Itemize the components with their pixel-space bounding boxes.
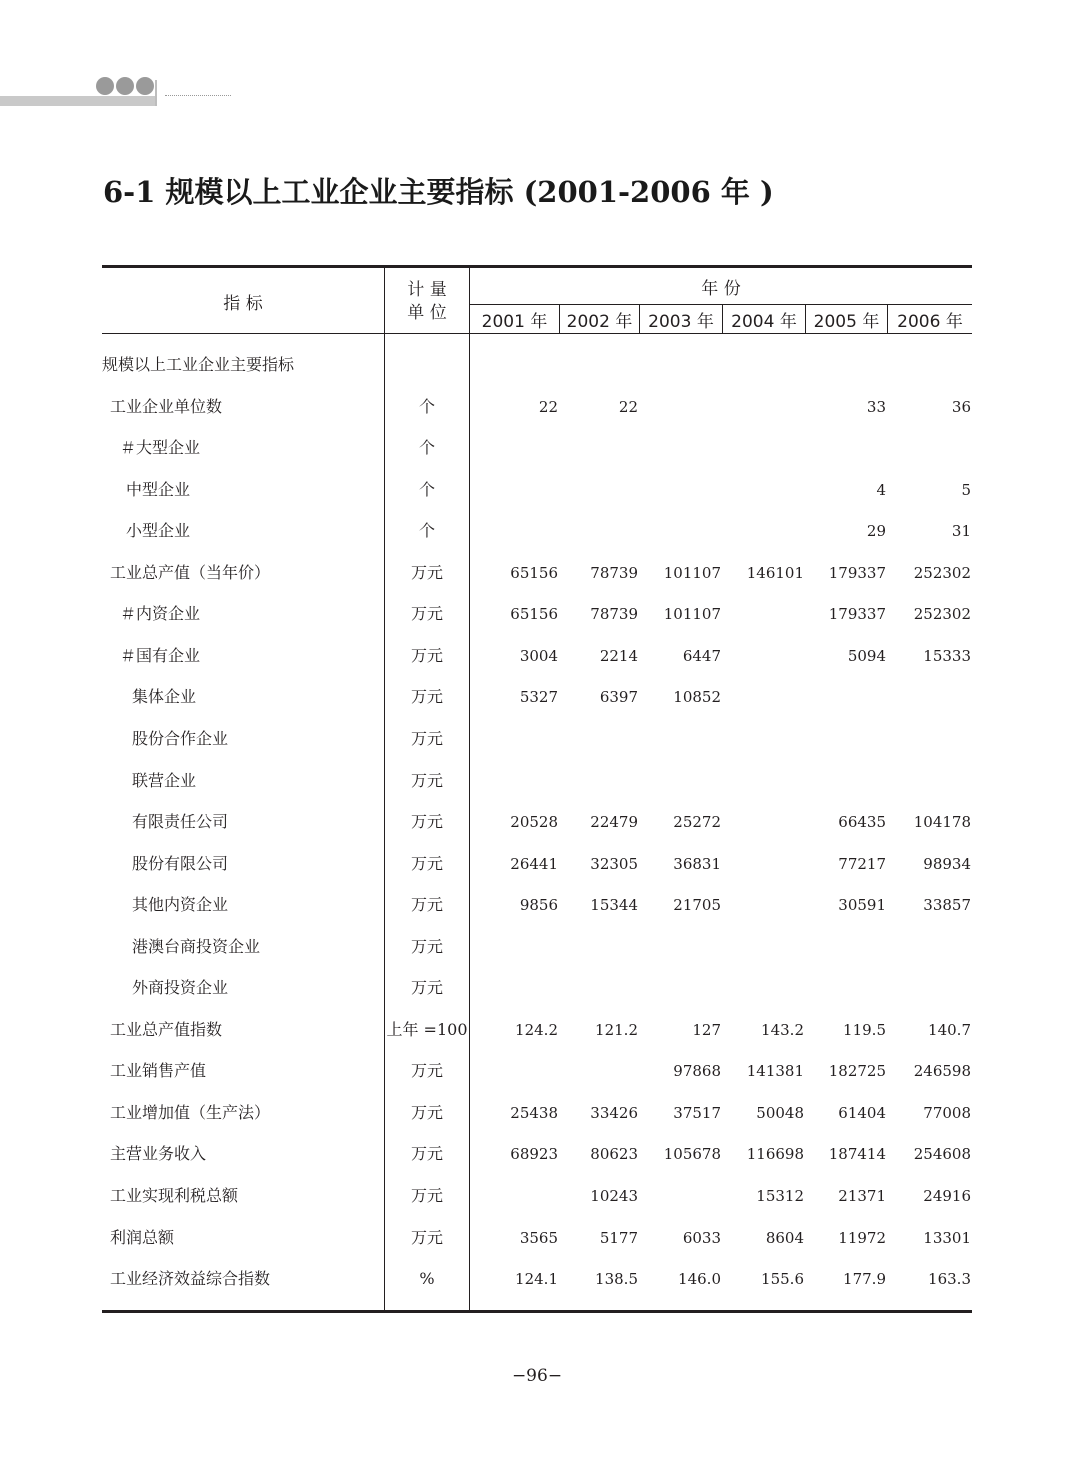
cell-value: 37517 (673, 1104, 721, 1122)
cell-value: 33 (866, 398, 886, 416)
cell-value: 5 (961, 481, 971, 499)
row-label: 股份有限公司 (132, 854, 229, 873)
cell-value: 21705 (673, 896, 721, 914)
table-row (102, 978, 972, 1020)
cell-value: 24916 (923, 1187, 971, 1205)
row-unit: 万元 (410, 1186, 443, 1205)
row-label: 工业企业单位数 (110, 397, 223, 416)
cell-value: 36831 (673, 855, 721, 873)
cell-value: 30591 (838, 896, 886, 914)
table-row (102, 1061, 972, 1103)
row-unit: 万元 (410, 563, 443, 582)
row-unit: 万元 (410, 1144, 443, 1163)
cell-value: 155.6 (761, 1270, 804, 1288)
cell-value: 143.2 (761, 1021, 804, 1039)
cell-value: 77217 (838, 855, 886, 873)
table-row (102, 729, 972, 771)
table-row (102, 1020, 972, 1062)
table-row (102, 1144, 972, 1186)
cell-value: 146.0 (678, 1270, 721, 1288)
cell-value: 36 (951, 398, 971, 416)
cell-value: 22 (538, 398, 558, 416)
cell-value: 3565 (519, 1229, 558, 1247)
cell-value: 116698 (746, 1145, 804, 1163)
cell-value: 50048 (756, 1104, 804, 1122)
cell-value: 25272 (673, 813, 721, 831)
row-label: ＃内资企业 (120, 604, 201, 623)
row-label: 工业经济效益综合指数 (110, 1269, 271, 1288)
row-label: 小型企业 (126, 521, 191, 540)
row-label: 工业销售产值 (110, 1061, 207, 1080)
table-row (102, 1228, 972, 1270)
table-row (102, 1269, 972, 1311)
page-title: 6-1 规模以上工业企业主要指标 (2001-2006 年 ) (103, 175, 774, 209)
cell-value: 127 (692, 1021, 721, 1039)
dot-icon (136, 77, 154, 95)
row-unit: 万元 (410, 729, 443, 748)
cell-value: 80623 (590, 1145, 638, 1163)
row-unit: 万元 (410, 812, 443, 831)
row-label: 工业实现利税总额 (110, 1186, 239, 1205)
cell-value: 101107 (663, 564, 721, 582)
row-unit: 万元 (410, 646, 443, 665)
cell-value: 33426 (590, 1104, 638, 1122)
cell-value: 22 (618, 398, 638, 416)
row-label: 其他内资企业 (132, 895, 229, 914)
table-row (102, 397, 972, 439)
table-row (102, 1186, 972, 1228)
row-label: 港澳台商投资企业 (132, 937, 261, 956)
page-number: −96− (511, 1366, 563, 1386)
row-unit: 万元 (410, 854, 443, 873)
table-row (102, 521, 972, 563)
cell-value: 68923 (510, 1145, 558, 1163)
table-row (102, 895, 972, 937)
cell-value: 146101 (746, 564, 804, 582)
table-row (102, 687, 972, 729)
cell-value: 15344 (590, 896, 638, 914)
row-label: 外商投资企业 (132, 978, 229, 997)
cell-value: 15333 (923, 647, 971, 665)
row-label: 利润总额 (110, 1228, 175, 1247)
row-label: 工业总产值指数 (110, 1020, 223, 1039)
row-label: 有限责任公司 (132, 812, 229, 831)
cell-value: 138.5 (595, 1270, 638, 1288)
cell-value: 252302 (913, 564, 971, 582)
years-group-header: 年 份 (701, 278, 741, 299)
cell-value: 4 (876, 481, 886, 499)
unit-header-line2: 单 位 (407, 303, 447, 323)
cell-value: 140.7 (928, 1021, 971, 1039)
unit-header-line1: 计 量 (407, 280, 447, 300)
cell-value: 29 (866, 522, 886, 540)
cell-value: 124.2 (515, 1021, 558, 1039)
cell-value: 32305 (590, 855, 638, 873)
cell-value: 13301 (923, 1229, 971, 1247)
table-row (102, 646, 972, 688)
row-unit: % (419, 1269, 435, 1288)
row-label: ＃国有企业 (120, 646, 201, 665)
cell-value: 65156 (510, 564, 558, 582)
cell-value: 3004 (519, 647, 558, 665)
row-label: 规模以上工业企业主要指标 (102, 355, 295, 374)
cell-value: 119.5 (843, 1021, 886, 1039)
cell-value: 179337 (828, 564, 886, 582)
row-unit: 万元 (410, 687, 443, 706)
row-label: 主营业务收入 (110, 1144, 207, 1163)
year-header: 2005 年 (813, 312, 880, 332)
header-dots-icon (96, 77, 154, 95)
table-row (102, 438, 972, 480)
header-divider (155, 80, 157, 106)
cell-value: 78739 (590, 605, 638, 623)
cell-value: 2214 (599, 647, 638, 665)
row-unit: 个 (418, 480, 435, 499)
cell-value: 31 (951, 522, 971, 540)
cell-value: 9856 (519, 896, 558, 914)
table-row (102, 812, 972, 854)
cell-value: 78739 (590, 564, 638, 582)
cell-value: 15312 (756, 1187, 804, 1205)
cell-value: 179337 (828, 605, 886, 623)
table-bottom-rule (102, 1310, 972, 1313)
row-unit: 万元 (410, 604, 443, 623)
cell-value: 121.2 (595, 1021, 638, 1039)
row-unit: 万元 (410, 895, 443, 914)
year-header: 2006 年 (897, 312, 963, 332)
table-row (102, 854, 972, 896)
cell-value: 124.1 (515, 1270, 558, 1288)
row-label: 工业增加值（生产法） (110, 1103, 271, 1122)
row-label: 中型企业 (126, 480, 191, 499)
cell-value: 65156 (510, 605, 558, 623)
dot-icon (96, 77, 114, 95)
cell-value: 61404 (838, 1104, 886, 1122)
table-row (102, 480, 972, 522)
cell-value: 8604 (765, 1229, 804, 1247)
table-row (102, 563, 972, 605)
cell-value: 6447 (682, 647, 721, 665)
table-row (102, 604, 972, 646)
row-label: 集体企业 (132, 687, 197, 706)
cell-value: 5327 (519, 688, 558, 706)
cell-value: 26441 (510, 855, 558, 873)
row-unit: 个 (418, 521, 435, 540)
row-unit: 个 (418, 438, 435, 457)
cell-value: 21371 (838, 1187, 886, 1205)
table-row (102, 771, 972, 813)
row-label: 联营企业 (132, 771, 197, 790)
cell-value: 33857 (923, 896, 971, 914)
indicator-header: 指 标 (223, 293, 263, 314)
row-label: 股份合作企业 (132, 729, 229, 748)
cell-value: 105678 (663, 1145, 721, 1163)
row-unit: 万元 (410, 1228, 443, 1247)
cell-value: 10243 (590, 1187, 638, 1205)
cell-value: 5177 (599, 1229, 638, 1247)
cell-value: 177.9 (843, 1270, 886, 1288)
cell-value: 141381 (746, 1062, 804, 1080)
cell-value: 22479 (590, 813, 638, 831)
year-header: 2003 年 (648, 312, 714, 332)
row-unit: 万元 (410, 1061, 443, 1080)
cell-value: 6397 (599, 688, 638, 706)
row-unit: 万元 (410, 1103, 443, 1122)
cell-value: 187414 (828, 1145, 886, 1163)
row-unit: 万元 (410, 978, 443, 997)
header-band (0, 96, 157, 106)
cell-value: 97868 (673, 1062, 721, 1080)
table-row (102, 355, 972, 397)
header-dotted-line (165, 95, 231, 96)
cell-value: 25438 (510, 1104, 558, 1122)
dot-icon (116, 77, 134, 95)
cell-value: 66435 (838, 813, 886, 831)
year-header: 2001 年 (481, 312, 548, 332)
row-unit: 上年 =100 (386, 1020, 468, 1039)
row-label: 工业总产值（当年价） (110, 563, 271, 582)
table-row (102, 1103, 972, 1145)
cell-value: 246598 (913, 1062, 971, 1080)
cell-value: 6033 (682, 1229, 721, 1247)
cell-value: 163.3 (928, 1270, 971, 1288)
cell-value: 182725 (828, 1062, 886, 1080)
year-header: 2004 年 (731, 312, 797, 332)
cell-value: 20528 (510, 813, 558, 831)
row-unit: 个 (418, 397, 435, 416)
row-unit: 万元 (410, 937, 443, 956)
table-row (102, 937, 972, 979)
cell-value: 101107 (663, 605, 721, 623)
cell-value: 11972 (838, 1229, 886, 1247)
row-label: ＃大型企业 (120, 438, 201, 457)
row-unit: 万元 (410, 771, 443, 790)
cell-value: 104178 (913, 813, 971, 831)
cell-value: 77008 (923, 1104, 971, 1122)
cell-value: 254608 (913, 1145, 971, 1163)
cell-value: 5094 (847, 647, 886, 665)
cell-value: 10852 (673, 688, 721, 706)
cell-value: 98934 (923, 855, 971, 873)
cell-value: 252302 (913, 605, 971, 623)
year-header: 2002 年 (566, 312, 633, 332)
